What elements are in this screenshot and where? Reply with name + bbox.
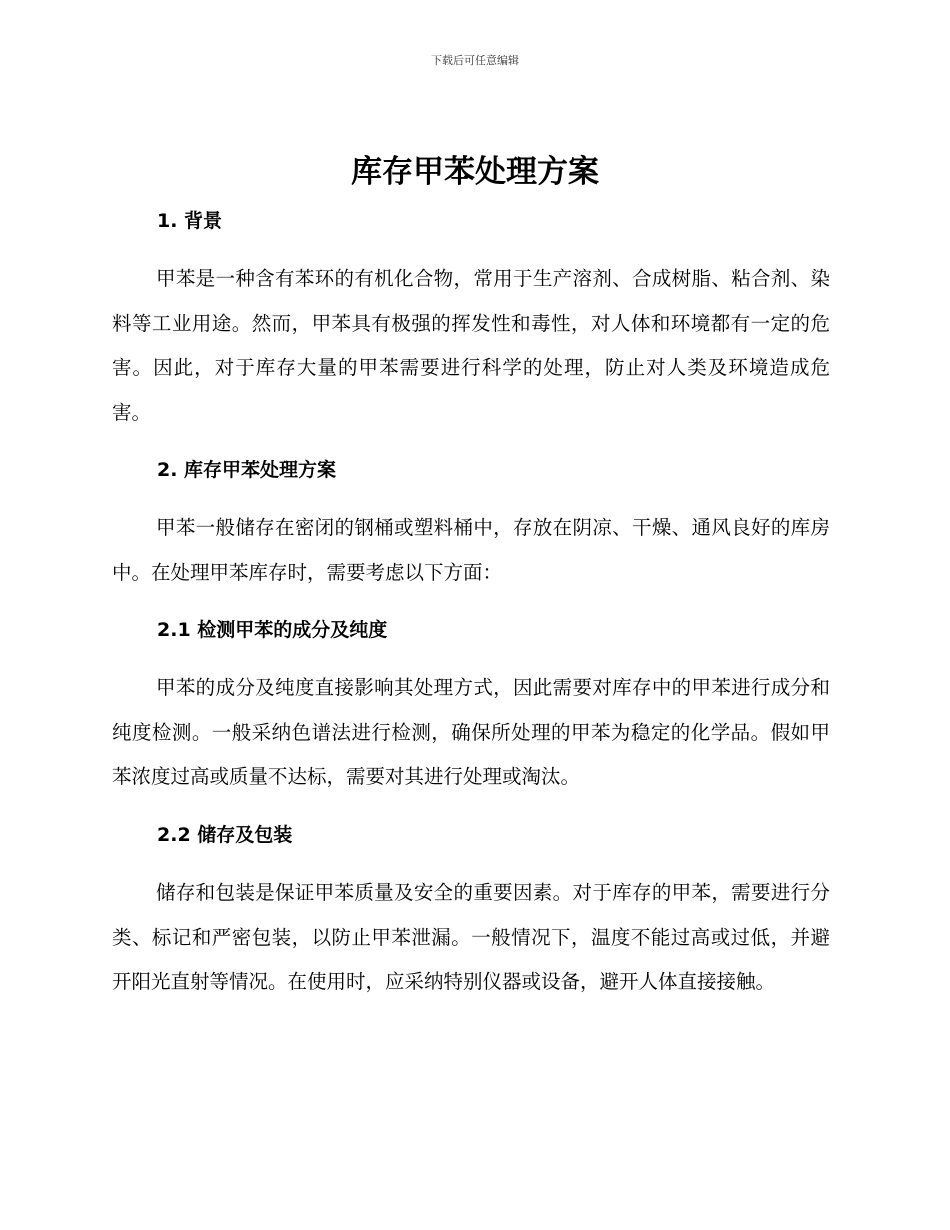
- paragraph-plan: 甲苯一般储存在密闭的钢桶或塑料桶中，存放在阴凉、干燥、通风良好的库房中。在处理甲苯库存时，需要考虑以下方面：: [112, 516, 830, 584]
- document-title: 库存甲苯处理方案: [351, 154, 599, 190]
- section-heading-storage: 2.2 储存及包装: [157, 824, 293, 846]
- section-heading-plan: 2. 库存甲苯处理方案: [157, 459, 337, 481]
- section-heading-background: 1. 背景: [157, 210, 223, 232]
- header-note: 下载后可任意编辑: [431, 54, 519, 67]
- paragraph-background: 甲苯是一种含有苯环的有机化合物，常用于生产溶剂、合成树脂、粘合剂、染料等工业用途。然而，甲苯具有极强的挥发性和毒性，对人体和环境都有一定的危害。因此，对于库存大量的甲苯需要进行科学的处理，防止对人类及环境造成危害。: [112, 267, 830, 424]
- paragraph-detection: 甲苯的成分及纯度直接影响其处理方式，因此需要对库存中的甲苯进行成分和纯度检测。一般采纳色谱法进行检测，确保所处理的甲苯为稳定的化学品。假如甲苯浓度过高或质量不达标，需要对其进行处理或淘汰。: [112, 676, 830, 788]
- paragraph-storage: 储存和包装是保证甲苯质量及安全的重要因素。对于库存的甲苯，需要进行分类、标记和严密包装，以防止甲苯泄漏。一般情况下，温度不能过高或过低，并避开阳光直射等情况。在使用时，应采纳特别仪器或设备，避开人体直接接触。: [112, 881, 830, 993]
- section-heading-detection: 2.1 检测甲苯的成分及纯度: [157, 619, 388, 641]
